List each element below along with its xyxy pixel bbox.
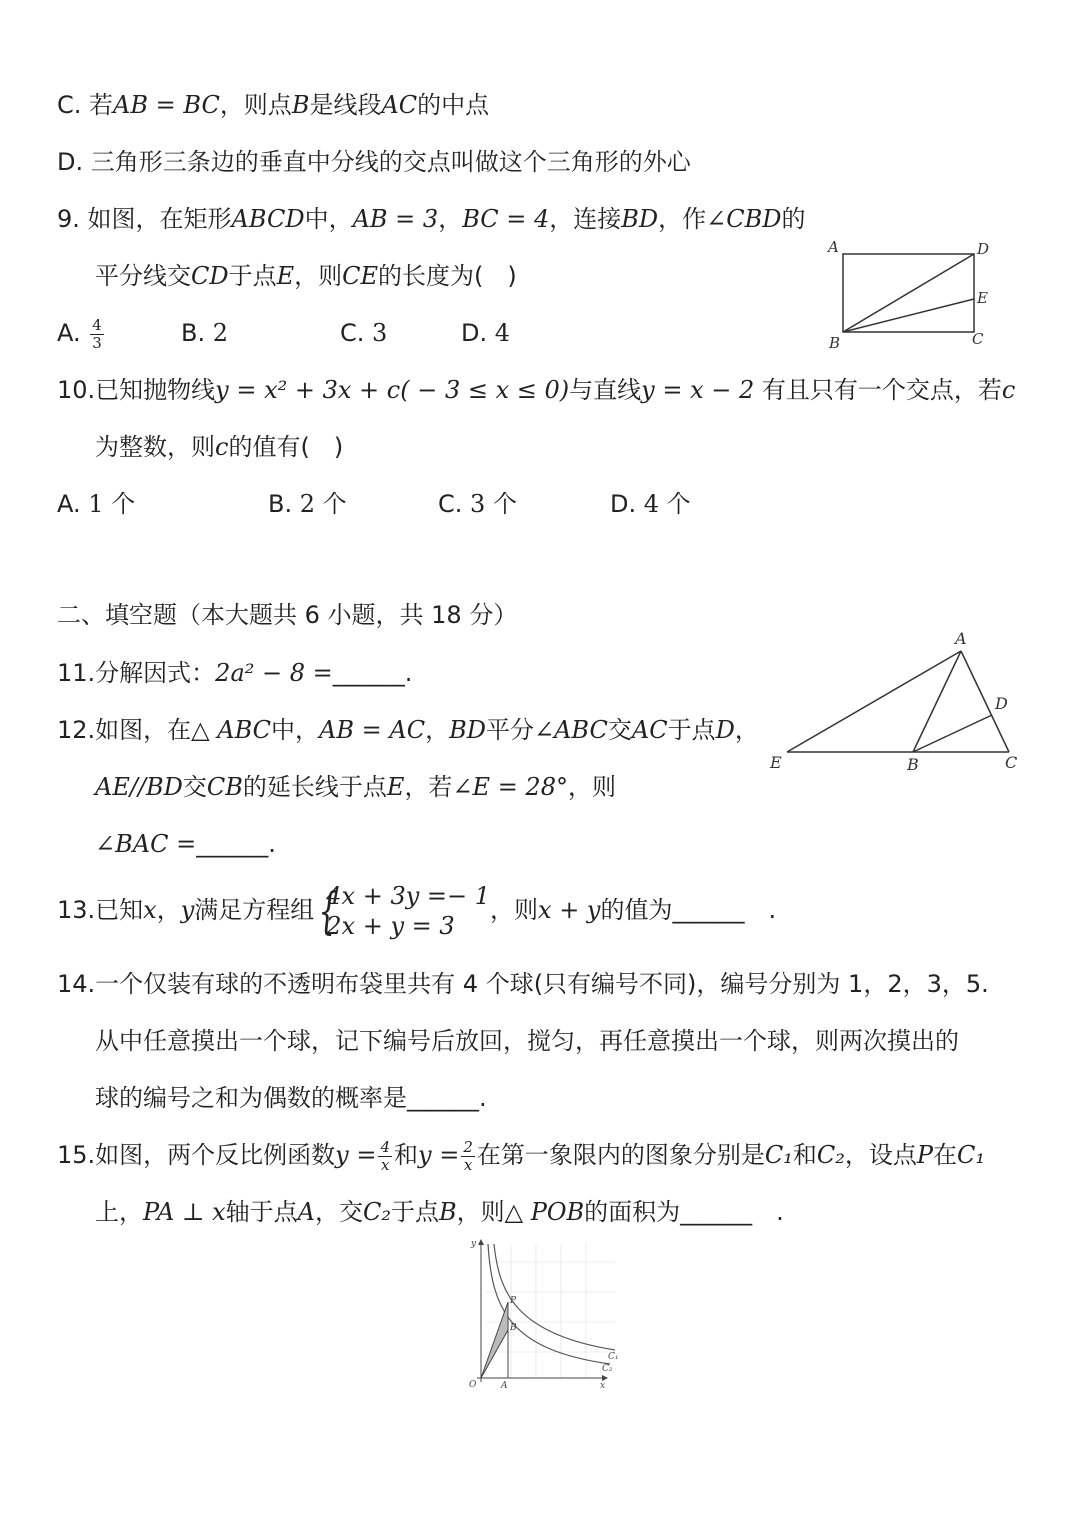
q14-line-3: 球的编号之和为偶数的概率是______. <box>95 1081 487 1115</box>
label-c: C <box>972 330 984 348</box>
q11-line: 11.分解因式：2a² − 8 =______. <box>57 656 412 690</box>
label-c1: C₁ <box>608 1352 619 1362</box>
label-a: A <box>828 238 839 256</box>
label-d: D <box>977 240 990 258</box>
fraction: $\frac{2}{x}$ <box>463 1137 473 1174</box>
label-c2: C₂ <box>602 1364 613 1374</box>
segment-be <box>843 299 974 332</box>
segment-ab <box>913 651 961 752</box>
label-b: B <box>510 1323 517 1333</box>
q12-triangle-figure <box>762 624 1032 780</box>
segment-bd <box>843 254 974 332</box>
segment-ea <box>787 651 961 752</box>
label-a: A <box>501 1381 508 1390</box>
q15-hyperbola-figure <box>455 1232 630 1390</box>
q12-line-2: AE//BD交CB的延长线于点E，若∠E = 28°，则 <box>95 773 616 801</box>
q9-option-a: A. $\frac{4}{3}$ <box>57 315 102 352</box>
q15-line-2: 上，PA ⊥ x轴于点A，交C₂于点B，则△ POB的面积为______ . <box>95 1195 784 1229</box>
q10-option-c: C. 3 个 <box>438 490 517 518</box>
q9-line-1: 9. 如图，在矩形ABCD中，AB = 3，BC = 4，连接BD，作∠CBD的 <box>57 205 806 233</box>
label-e: E <box>770 753 782 772</box>
label-e: E <box>977 289 988 307</box>
q9-option-d: D. 4 <box>461 319 511 347</box>
label-d: D <box>995 694 1008 713</box>
label-x: x <box>600 1381 606 1390</box>
answer-blank: ______ <box>407 1084 479 1112</box>
q10-line-1: 10.已知抛物线y = x² + 3x + c( − 3 ≤ x ≤ 0)与直线y = x − 2 有且只有一个交点，若c <box>57 376 1016 404</box>
q12-line-3: ∠BAC =______. <box>95 827 276 861</box>
q13-line: 13.已知x，y满足方程组 { 4x + 3y =− 1 2x + y = 3 ，则x + y的值为______ . <box>57 882 777 940</box>
q9-option-b: B. 2 <box>181 319 229 347</box>
label-p: P <box>510 1296 517 1306</box>
q9-option-c: C. 3 <box>340 319 388 347</box>
label-b: B <box>907 755 919 774</box>
q10-option-a: A. 1 个 <box>57 490 136 518</box>
q10-option-b: B. 2 个 <box>268 490 347 518</box>
q10-option-d: D. 4 个 <box>610 490 691 518</box>
fraction: $\frac{4}{3}$ <box>92 315 102 352</box>
label-c: C <box>1005 753 1018 772</box>
answer-blank: ______ <box>196 830 269 858</box>
segment-bd <box>913 715 992 752</box>
option-d-line: D. 三角形三条边的垂直中分线的交点叫做这个三角形的外心 <box>57 148 691 176</box>
q9-line-2: 平分线交CD于点E，则CE的长度为( ) <box>95 262 517 290</box>
label-y: y <box>471 1239 477 1249</box>
equation-system: { 4x + 3y =− 1 2x + y = 3 <box>318 882 491 940</box>
fraction: $\frac{4}{x}$ <box>380 1137 391 1174</box>
q12-line-1: 12.如图，在△ ABC中，AB = AC，BD平分∠ABC交AC于点D， <box>57 716 759 744</box>
label-b: B <box>829 334 841 352</box>
answer-blank: ______ <box>680 1198 753 1226</box>
q14-line-1: 14.一个仅装有球的不透明布袋里共有 4 个球(只有编号不同)，编号分别为 1，2，3，5. <box>57 970 989 998</box>
section-heading: 二、填空题（本大题共 6 小题，共 18 分） <box>57 601 518 629</box>
label-o: O <box>469 1380 477 1390</box>
q14-line-2: 从中任意摸出一个球，记下编号后放回，搅匀，再任意摸出一个球，则两次摸出的 <box>95 1027 959 1055</box>
q9-rectangle-figure <box>820 232 1000 356</box>
triangle-pob <box>481 1302 508 1378</box>
label-a: A <box>955 629 967 648</box>
option-c-line: C. 若AB = BC，则点B是线段AC的中点 <box>57 91 490 119</box>
answer-blank: ______ <box>672 896 745 924</box>
q15-line-1: 15.如图，两个反比例函数y = $\frac{4}{x}$ 和y = $\frac{2}{x}$ 在第一象限内的图象分别是C₁和C₂，设点P在C₁ <box>57 1137 985 1174</box>
q10-line-2: 为整数，则c的值有( ) <box>95 433 344 461</box>
answer-blank: ______ <box>332 659 405 687</box>
